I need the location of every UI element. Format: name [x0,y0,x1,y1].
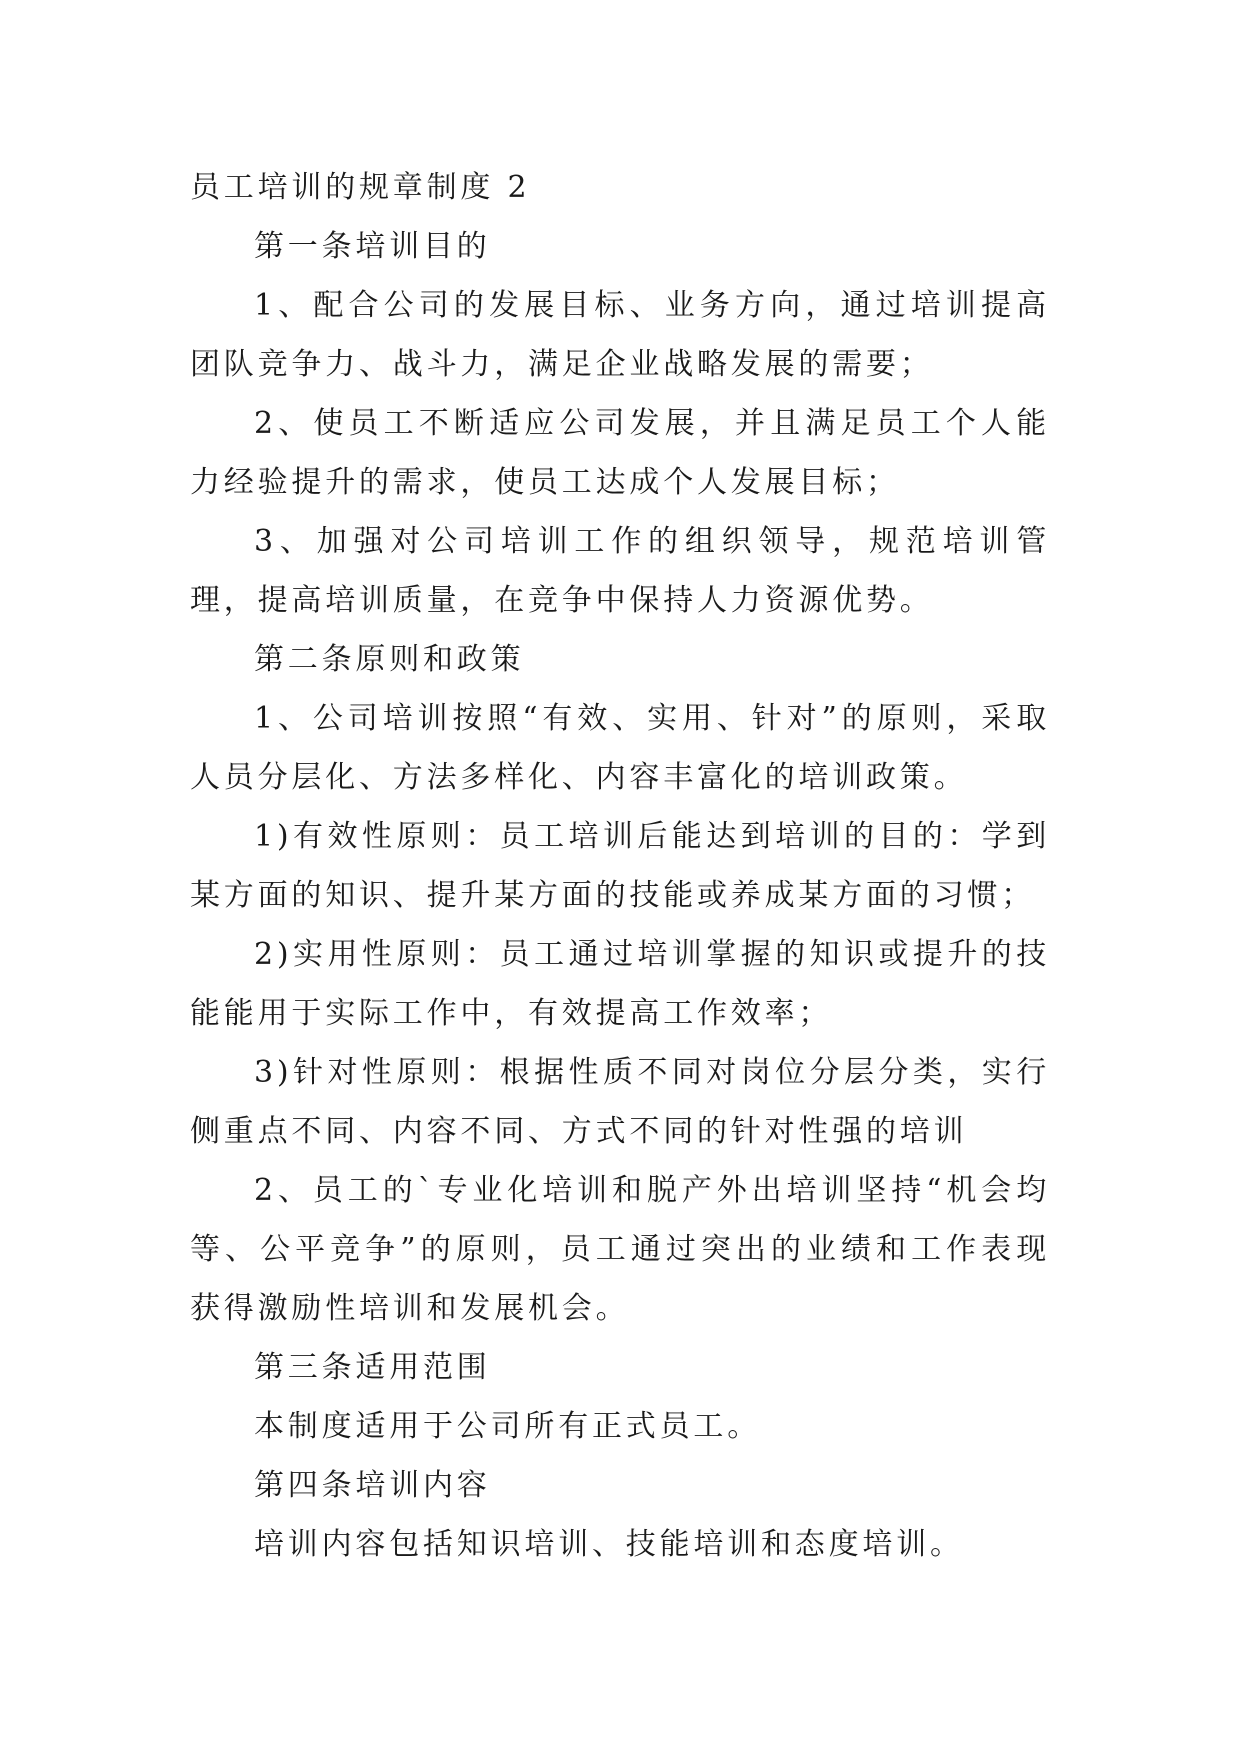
document-title: 员工培训的规章制度 2 [190,170,531,205]
paragraph: 1、配合公司的发展目标、业务方向，通过培训提高团队竞争力、战斗力，满足企业战略发展的需要； [190,288,1050,382]
paragraph: 2、员工的`专业化培训和脱产外出培训坚持“机会均等、公平竞争”的原则，员工通过突出的业绩和工作表现获得激励性培训和发展机会。 [190,1173,1050,1326]
paragraph: 培训内容包括知识培训、技能培训和态度培训。 [254,1527,964,1562]
paragraph: 1、公司培训按照“有效、实用、针对”的原则，采取人员分层化、方法多样化、内容丰富化的培训政策。 [190,701,1050,795]
article-heading-4: 第四条培训内容 [254,1468,491,1503]
paragraph: 本制度适用于公司所有正式员工。 [254,1409,761,1444]
paragraph: 2)实用性原则：员工通过培训掌握的知识或提升的技能能用于实际工作中，有效提高工作效率； [190,937,1050,1031]
article-heading-2: 第二条原则和政策 [254,642,525,677]
document-body [190,158,1050,1574]
paragraph: 2、使员工不断适应公司发展，并且满足员工个人能力经验提升的需求，使员工达成个人发展目标； [190,406,1050,500]
paragraph: 3)针对性原则：根据性质不同对岗位分层分类，实行侧重点不同、内容不同、方式不同的针对性强的培训 [190,1055,1050,1149]
article-heading-3: 第三条适用范围 [254,1350,491,1385]
paragraph: 1)有效性原则：员工培训后能达到培训的目的：学到某方面的知识、提升某方面的技能或养成某方面的习惯； [190,819,1050,913]
article-heading-1: 第一条培训目的 [254,229,491,264]
paragraph: 3、加强对公司培训工作的组织领导，规范培训管理，提高培训质量，在竞争中保持人力资源优势。 [190,524,1050,618]
